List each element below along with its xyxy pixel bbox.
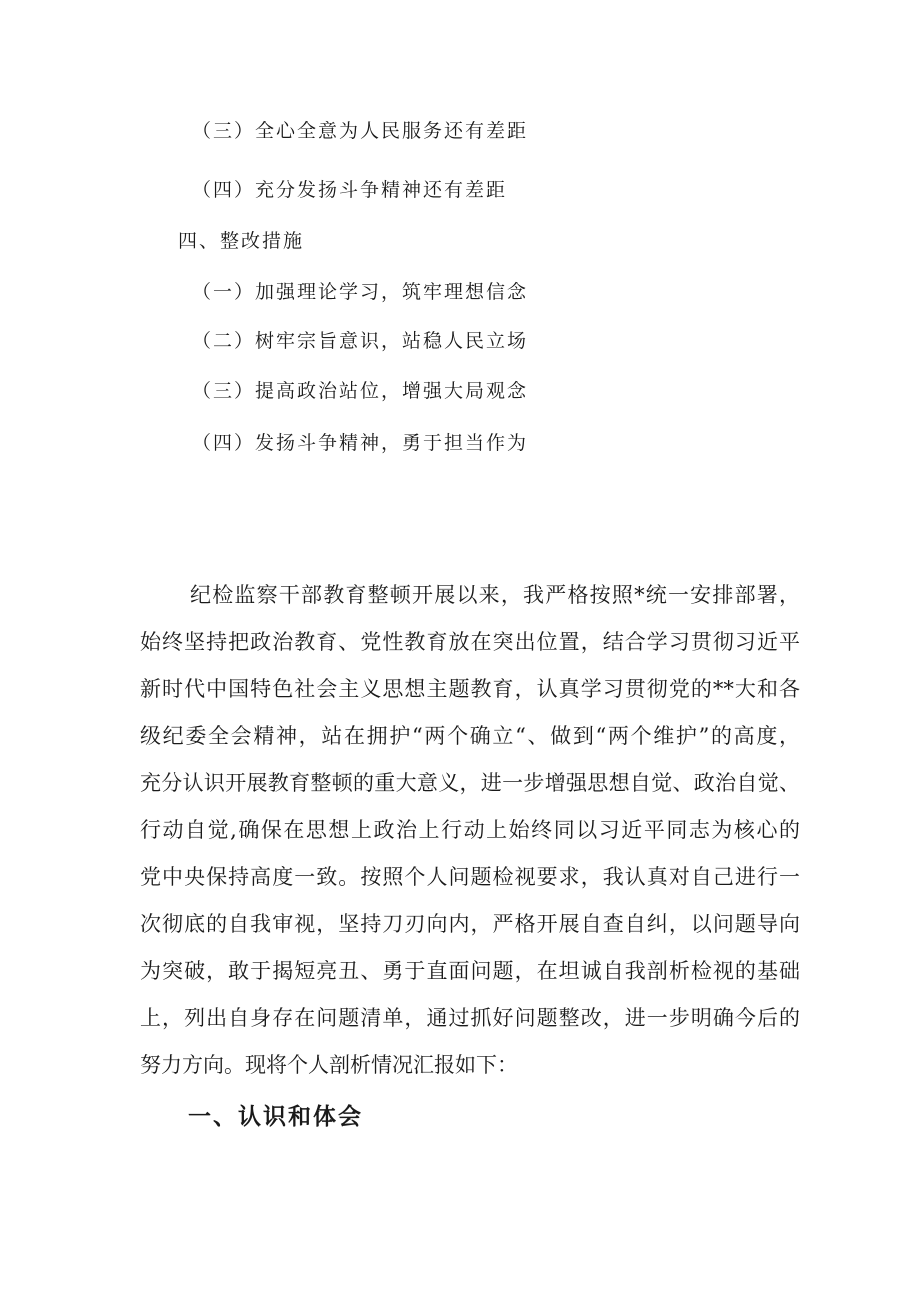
outline-item-3-gap-serve-people: （三）全心全意为人民服务还有差距 [192, 120, 529, 142]
body-line: 始终坚持把政治教育、党性教育放在突出位置，结合学习贯彻习近平 [140, 630, 800, 654]
outline-measure-3: （三）提高政治站位，增强大局观念 [192, 380, 529, 402]
outline-measure-4: （四）发扬斗争精神，勇于担当作为 [192, 432, 529, 454]
body-line: 充分认识开展教育整顿的重大意义，进一步增强思想自觉、政治自觉、 [140, 771, 800, 795]
outline-heading-rectification: 四、整改措施 [178, 230, 305, 252]
body-line: 级纪委全会精神，站在拥护“两个确立“、做到“两个维护”的高度， [140, 724, 800, 748]
body-line: 新时代中国特色社会主义思想主题教育，认真学习贯彻党的**大和各 [140, 677, 800, 701]
body-line: 上，列出自身存在问题清单，通过抓好问题整改，进一步明确今后的 [140, 1006, 800, 1030]
outline-item-4-gap-struggle-spirit: （四）充分发扬斗争精神还有差距 [192, 179, 508, 201]
body-line: 为突破，敢于揭短亮丑、勇于直面问题，在坦诚自我剖析检视的基础 [140, 959, 800, 983]
body-line: 行动自觉,确保在思想上政治上行动上始终同以习近平同志为核心的 [140, 818, 800, 842]
body-line: 努力方向。现将个人剖析情况汇报如下： [140, 1053, 518, 1077]
body-line: 次彻底的自我审视，坚持刀刃向内，严格开展自查自纠，以问题导向 [140, 912, 800, 936]
body-paragraph [140, 572, 800, 1089]
body-line: 纪检监察干部教育整顿开展以来，我严格按照*统一安排部署， [190, 583, 800, 607]
outline-measure-1: （一）加强理论学习，筑牢理想信念 [192, 281, 529, 303]
body-line: 党中央保持高度一致。按照个人问题检视要求，我认真对自己进行一 [140, 865, 800, 889]
outline-measure-2: （二）树牢宗旨意识，站稳人民立场 [192, 330, 529, 352]
section-heading: 一、认识和体会 [188, 1104, 363, 1130]
